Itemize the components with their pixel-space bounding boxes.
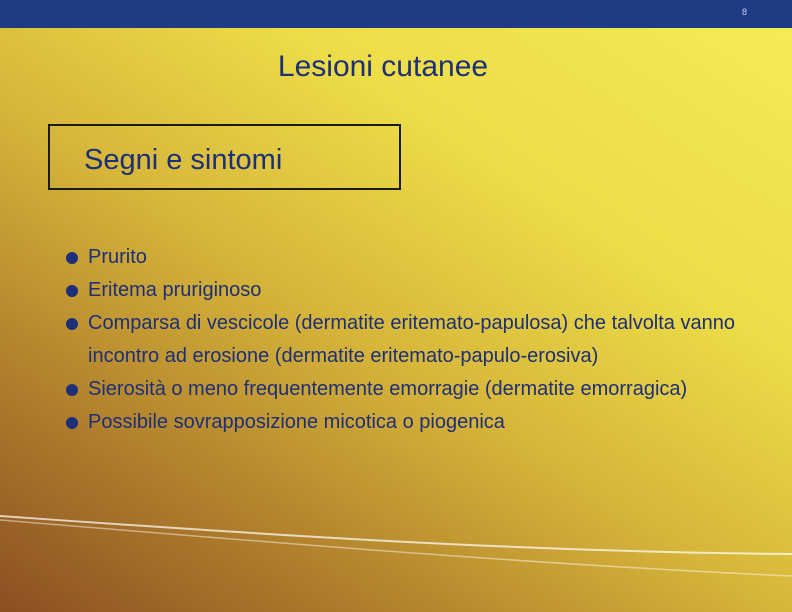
- bullet-item: [66, 274, 776, 307]
- bullet-dot-icon: [66, 285, 78, 297]
- bullet-text: Prurito: [88, 246, 147, 268]
- bullet-text: Comparsa di vescicole (dermatite eritemato-papulosa) che talvolta vanno incontro ad erosione (dermatite eritemato-papulo-erosiva): [88, 312, 735, 367]
- bullet-dot-icon: [66, 252, 78, 264]
- bullet-text: Eritema pruriginoso: [88, 279, 262, 301]
- bullet-item: [66, 241, 776, 274]
- bullet-item: [66, 373, 776, 406]
- bullet-text: Sierosità o meno frequentemente emorragie (dermatite emorragica): [88, 378, 688, 400]
- decorative-swoosh: [0, 480, 792, 612]
- subtitle-box: [48, 124, 401, 190]
- bullet-item: [66, 307, 776, 373]
- bullet-list: [66, 241, 776, 439]
- header-bar: [0, 0, 792, 28]
- slide-subtitle: Segni e sintomi: [84, 144, 283, 176]
- bullet-item: [66, 406, 776, 439]
- slide-title: Lesioni cutanee: [277, 50, 489, 83]
- bullet-dot-icon: [66, 417, 78, 429]
- bullet-dot-icon: [66, 384, 78, 396]
- page-number: 8: [741, 7, 747, 17]
- bullet-dot-icon: [66, 318, 78, 330]
- bullet-text: Possibile sovrapposizione micotica o piogenica: [88, 411, 505, 433]
